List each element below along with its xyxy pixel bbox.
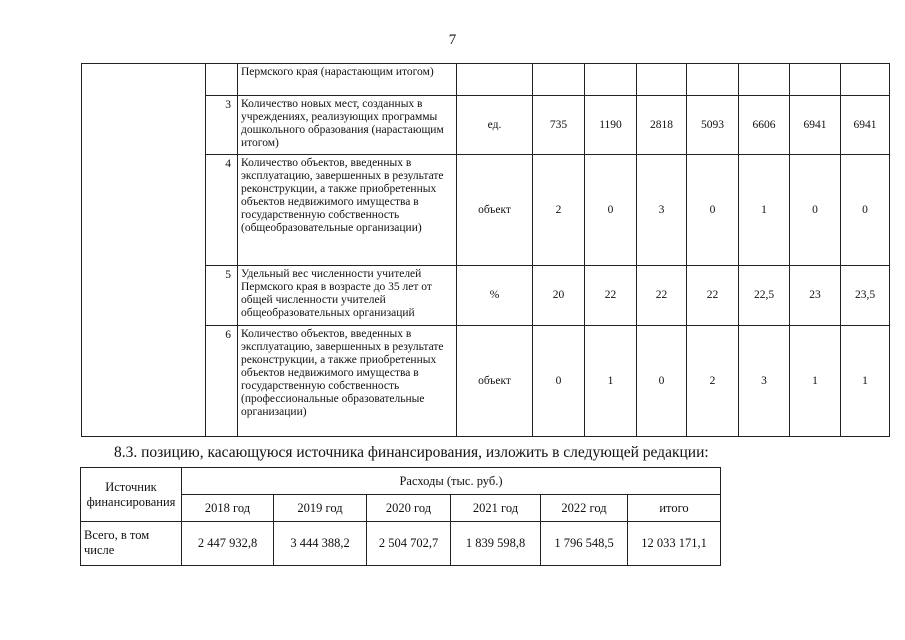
indicator-value: 1 <box>585 326 637 437</box>
indicator-value <box>687 64 739 96</box>
indicator-value <box>585 64 637 96</box>
indicator-value <box>790 64 841 96</box>
source-header: Источник финансирования <box>81 468 182 522</box>
indicator-value: 0 <box>637 326 687 437</box>
year-header: 2019 год <box>274 495 367 522</box>
page-number: 7 <box>448 32 457 48</box>
year-header: 2022 год <box>541 495 628 522</box>
indicator-value: 2 <box>687 326 739 437</box>
indicator-value: 1190 <box>585 96 637 155</box>
row-number: 3 <box>206 96 238 155</box>
indicator-value: 0 <box>533 326 585 437</box>
indicator-value: 0 <box>841 155 890 266</box>
indicator-value: 6941 <box>841 96 890 155</box>
year-header: 2021 год <box>451 495 541 522</box>
indicator-value: 1 <box>790 326 841 437</box>
indicator-value: 22 <box>585 266 637 326</box>
amount-cell: 1 839 598,8 <box>451 522 541 566</box>
indicator-unit: объект <box>457 326 533 437</box>
indicator-value: 6941 <box>790 96 841 155</box>
indicator-value: 5093 <box>687 96 739 155</box>
amount-cell: 3 444 388,2 <box>274 522 367 566</box>
indicator-unit: объект <box>457 155 533 266</box>
indicator-value: 1 <box>841 326 890 437</box>
amount-cell: 1 796 548,5 <box>541 522 628 566</box>
indicator-value: 3 <box>637 155 687 266</box>
row-number <box>206 64 238 96</box>
amount-cell: 2 447 932,8 <box>182 522 274 566</box>
indicator-value: 0 <box>790 155 841 266</box>
indicator-value <box>841 64 890 96</box>
indicator-unit <box>457 64 533 96</box>
indicator-value: 1 <box>739 155 790 266</box>
indicator-value: 23 <box>790 266 841 326</box>
indicator-value: 22 <box>687 266 739 326</box>
amount-cell: 12 033 171,1 <box>628 522 721 566</box>
indicator-name: Количество объектов, введенных в эксплуатацию, завершенных в результате реконструкции, а также приобретенных объектов недвижимого имущества в государственную собственность (общеобразовательные организации) <box>238 155 457 266</box>
indicator-value: 735 <box>533 96 585 155</box>
total-header: итого <box>628 495 721 522</box>
indicator-value: 20 <box>533 266 585 326</box>
expenses-header: Расходы (тыс. руб.) <box>182 468 721 495</box>
indicator-name: Количество новых мест, созданных в учреждениях, реализующих программы дошкольного образования (нарастающим итогом) <box>238 96 457 155</box>
indicator-value <box>533 64 585 96</box>
row-number: 4 <box>206 155 238 266</box>
indicator-value: 6606 <box>739 96 790 155</box>
indicator-unit: % <box>457 266 533 326</box>
row-number: 5 <box>206 266 238 326</box>
row-number: 6 <box>206 326 238 437</box>
indicator-value: 22 <box>637 266 687 326</box>
table-row <box>81 522 721 566</box>
indicator-value <box>637 64 687 96</box>
indicator-value: 23,5 <box>841 266 890 326</box>
indicator-value: 0 <box>585 155 637 266</box>
table-row <box>81 468 721 495</box>
amount-cell: 2 504 702,7 <box>367 522 451 566</box>
section-heading: 8.3. позицию, касающуюся источника финансирования, изложить в следующей редакции: <box>114 444 709 461</box>
indicator-value: 0 <box>687 155 739 266</box>
indicator-value: 2818 <box>637 96 687 155</box>
funding-table <box>80 467 721 566</box>
indicator-value: 3 <box>739 326 790 437</box>
indicator-name: Количество объектов, введенных в эксплуатацию, завершенных в результате реконструкции, а также приобретенных объектов недвижимого имущества в государственную собственность (профессиональные образовательные организации) <box>238 326 457 437</box>
table-row <box>82 64 890 96</box>
indicator-value: 2 <box>533 155 585 266</box>
year-header: 2018 год <box>182 495 274 522</box>
indicator-value <box>739 64 790 96</box>
indicator-name: Пермского края (нарастающим итогом) <box>238 64 457 96</box>
left-merged-cell <box>82 64 206 437</box>
total-label: Всего, в том числе <box>81 522 182 566</box>
year-header: 2020 год <box>367 495 451 522</box>
indicators-table <box>81 63 890 437</box>
indicator-unit: ед. <box>457 96 533 155</box>
indicator-name: Удельный вес численности учителей Пермского края в возрасте до 35 лет от общей численности учителей общеобразовательных организаций <box>238 266 457 326</box>
indicator-value: 22,5 <box>739 266 790 326</box>
